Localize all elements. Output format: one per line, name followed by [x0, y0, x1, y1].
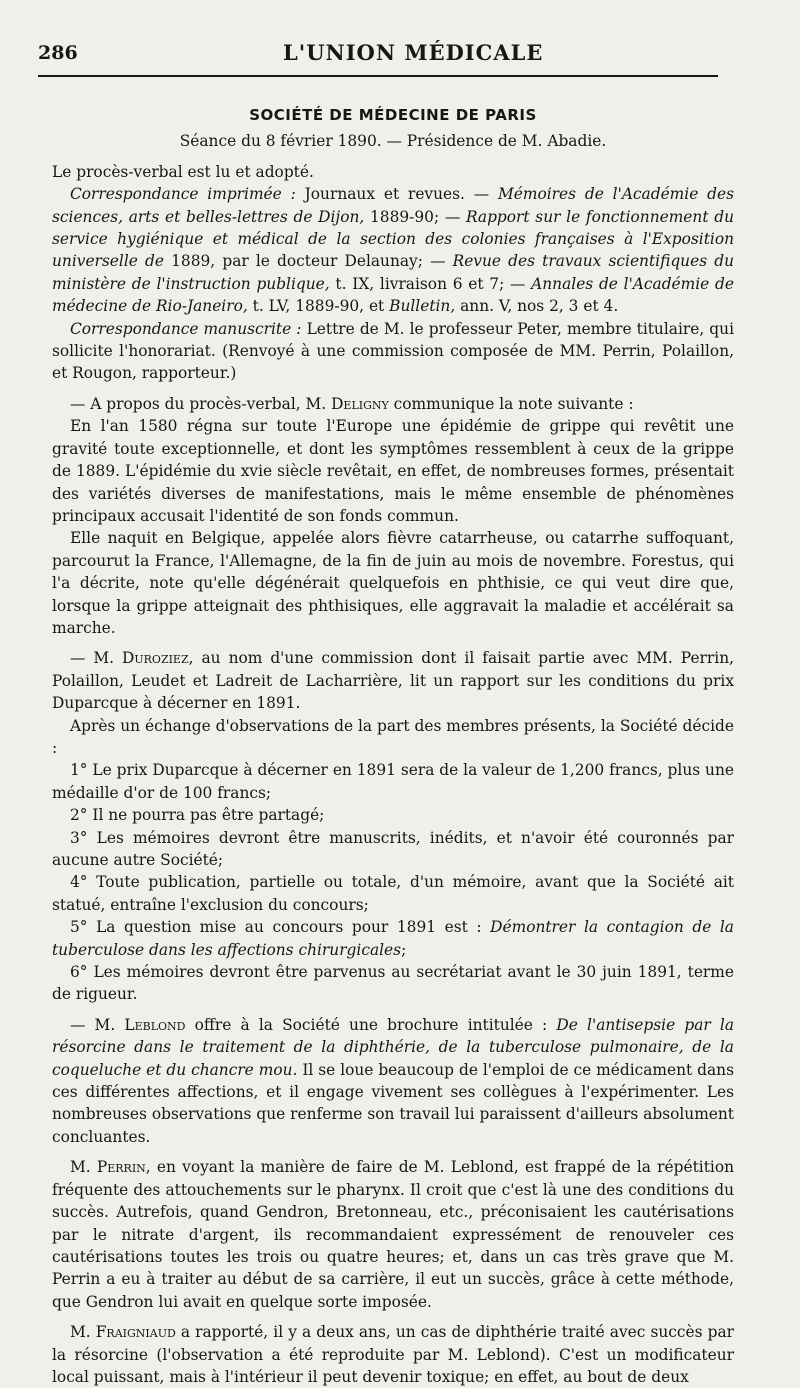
list-item-2: 2° Il ne pourra pas être partagé; [70, 806, 325, 825]
list-item-4: 4° Toute publication, partielle ou totale, d'un mémoire, avant que la Société ait statué, entraîne l'exclusion du concours; [52, 873, 734, 914]
paragraph-deligny-intro: — A propos du procès-verbal, M. Deligny communique la note suivante : [70, 394, 634, 413]
list-item-1: 1° Le prix Duparcque à décerner en 1891 sera de la valeur de 1,200 francs, plus une médaille d'or de 100 francs; [52, 761, 734, 802]
paragraph-printed-correspondence: Correspondance imprimée : Journaux et revues. — Mémoires de l'Académie des sciences, arts et belles-lettres de Dijon, 1889-90; — Rapport sur le fonctionnement du service hygiénique et médical de la section des colonies françaises à l'Exposition universelle de 1889, par le docteur Delaunay; — Revue des travaux scientifiques du ministère de l'instruction publique, t. IX, livraison 6 et 7; — Annales de l'Académie de médecine de Rio-Janeiro, t. LV, 1889-90, et Bulletin, ann. V, nos 2, 3 et 4. [52, 185, 735, 316]
header-rule [38, 75, 718, 77]
paragraph-perrin: M. Perrin, en voyant la manière de faire de M. Leblond, est frappé de la répétition fréquente des attouchements sur le pharynx. Il croit que c'est là une des conditions du succès. Autrefois, quand Gendron, Bretonneau, etc., préconisaient les cautérisations par le nitrate d'argent, ils recommandaient expressément de renouveler ces cautérisations toutes les trois ou quatre heures; et, dans un cas très grave que M. Perrin a eu à traiter au début de sa carrière, il eut un succès, grâce à cette méthode, que Gendron lui avait en quelque sorte imposée. [52, 1158, 734, 1311]
paragraph-duroziez: — M. Duroziez, au nom d'une commission dont il faisait partie avec MM. Perrin, Polaillon, Leudet et Ladreit de Lacharrière, lit un rapport sur les conditions du prix Duparcque à décerner en 1891. [52, 649, 734, 713]
list-item-5: 5° La question mise au concours pour 1891 est : Démontrer la contagion de la tuberculose dans les affections chirurgicales; [52, 918, 734, 959]
list-item-6: 6° Les mémoires devront être parvenus au secrétariat avant le 30 juin 1891, terme de rigueur. [52, 963, 734, 1004]
paragraph-society-decides: Après un échange d'observations de la part des membres présents, la Société décide : [52, 716, 734, 757]
list-item-3: 3° Les mémoires devront être manuscrits, inédits, et n'avoir été couronnés par aucune autre Société; [52, 828, 734, 869]
paragraph-minutes: Le procès-verbal est lu et adopté. [52, 162, 314, 181]
running-header [38, 40, 718, 74]
paragraph-leblond: — M. Leblond offre à la Société une brochure intitulée : De l'antisepsie par la résorcine dans le traitement de la diphthérie, de la tuberculose pulmonaire, de la coqueluche et du chancre mou. Il se loue beaucoup de l'emploi de ce médicament dans ces différentes affections, et il engage vivement ses collègues à l'expérimenter. Les nombreuses observations que renferme son travail lui paraissent d'ailleurs absolument concluantes. [52, 1015, 735, 1146]
article-body [52, 104, 734, 1388]
paragraph-fraigniaud: M. Fraigniaud a rapporté, il y a deux ans, un cas de diphthérie traité avec succès par la résorcine (l'observation a été reproduite par M. Leblond). C'est un modificateur local puissant, mais à l'intérieur il peut devenir toxique; en effet, au bout de deux [52, 1323, 735, 1386]
section-title: SOCIÉTÉ DE MÉDECINE DE PARIS [249, 106, 537, 124]
page-number: 286 [38, 42, 78, 64]
paragraph-epidemic-1580: En l'an 1580 régna sur toute l'Europe une épidémie de grippe qui revêtit une gravité toute exceptionnelle, et dont les symptômes ressemblent à ceux de la grippe de 1889. L'épidémie du xvie siècle revêtait, en effet, de nombreuses formes, présentait des variétés diverses de manifestations, mais le même ensemble de phénomènes principaux accusait l'identité de son fonds commun. [52, 417, 734, 525]
paragraph-manuscript-correspondence: Correspondance manuscrite : Lettre de M. le professeur Peter, membre titulaire, qui sollicite l'honorariat. (Renvoyé à une commission composée de MM. Perrin, Polaillon, et Rougon, rapporteur.) [52, 319, 734, 383]
journal-title: L'UNION MÉDICALE [283, 40, 544, 65]
paragraph-belgium: Elle naquit en Belgique, appelée alors fièvre catarrheuse, ou catarrhe suffoquant, parcourut la France, l'Allemagne, de la fin de juin au mois de novembre. Forestus, qui l'a décrite, note qu'elle dégénérait quelquefois en phthisie, ce qui veut dire que, lorsque la grippe atteignait des phthisiques, elle aggravait la maladie et accélérait sa marche. [52, 529, 734, 637]
session-line: Séance du 8 février 1890. — Présidence de M. Abadie. [179, 132, 607, 151]
